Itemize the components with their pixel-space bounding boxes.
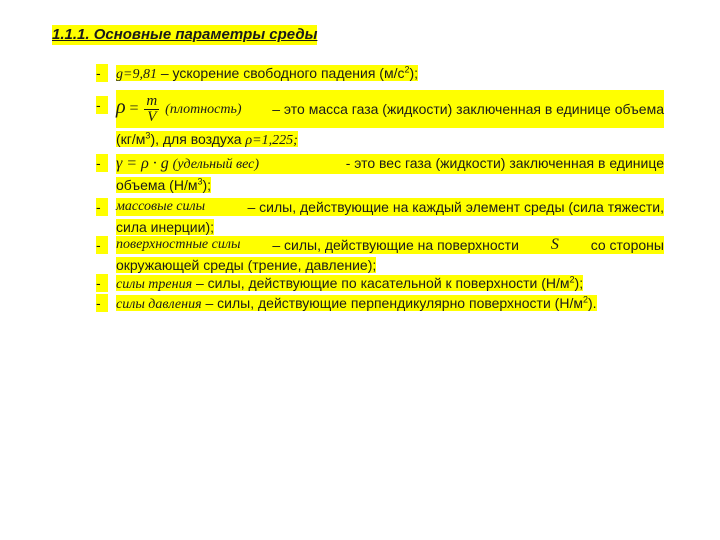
list-dash: - — [96, 236, 108, 254]
mass-forces-line2: сила инерции); — [116, 219, 214, 235]
density-fraction — [144, 94, 159, 125]
equals-sign: = — [129, 99, 139, 117]
density-text: – это масса газа (жидкости) заключенная в единице объема — [272, 101, 664, 117]
mass-forces-label: массовые силы — [116, 199, 206, 214]
friction-forces-text: – силы, действующие по касательной к поверхности (Н/м — [192, 275, 570, 291]
gamma-end: ); — [202, 177, 212, 193]
gamma-text: - это вес газа (жидкости) заключенная в единице — [345, 155, 664, 171]
list-dash: - — [96, 294, 108, 312]
pressure-forces-text: – силы, действующие перпендикулярно поверхности (Н/м — [201, 295, 583, 311]
fraction-numerator: m — [146, 92, 158, 109]
density-unit: (кг/м — [116, 131, 146, 147]
gravity-unit-sup: 2 — [404, 64, 410, 75]
rho-symbol: ρ — [116, 95, 126, 118]
pressure-end: ). — [588, 295, 597, 311]
fraction-denominator: V — [147, 108, 157, 125]
surface-forces-text: – силы, действующие на поверхности — [272, 237, 519, 253]
surface-forces-label: поверхностные силы — [116, 237, 241, 252]
pressure-unit-sup: 2 — [582, 294, 588, 305]
gravity-end: ); — [409, 65, 419, 81]
gamma-label: (удельный вес) — [172, 157, 260, 172]
density-unit-sup: 3 — [145, 130, 151, 141]
gravity-text: – ускорение свободного падения (м/с — [156, 65, 405, 81]
gamma-unit: объема (Н/м — [116, 177, 198, 193]
list-dash: - — [96, 96, 108, 114]
gamma-unit-sup: 3 — [197, 176, 203, 187]
surface-forces-end: со стороны — [590, 237, 664, 253]
air-density-value: ρ=1,225; — [245, 133, 298, 148]
friction-unit-sup: 2 — [569, 274, 575, 285]
gamma-formula: γ = ρ · g — [116, 155, 169, 172]
density-air-text: ), для воздуха — [150, 131, 246, 147]
section-heading: 1.1.1. Основные параметры среды — [52, 26, 318, 43]
density-label: (плотность) — [165, 101, 242, 117]
friction-end: ); — [574, 275, 584, 291]
surface-symbol: S — [550, 236, 559, 253]
list-dash: - — [96, 274, 108, 292]
list-dash: - — [96, 154, 108, 172]
pressure-forces-label: силы давления — [116, 297, 202, 312]
mass-forces-text: – силы, действующие на каждый элемент среды (сила тяжести, — [247, 199, 664, 215]
list-dash: - — [96, 64, 108, 82]
list-dash: - — [96, 198, 108, 216]
surface-forces-line2: окружающей среды (трение, давление); — [116, 257, 377, 273]
friction-forces-label: силы трения — [116, 277, 193, 292]
gravity-formula: g=9,81 — [116, 67, 157, 82]
